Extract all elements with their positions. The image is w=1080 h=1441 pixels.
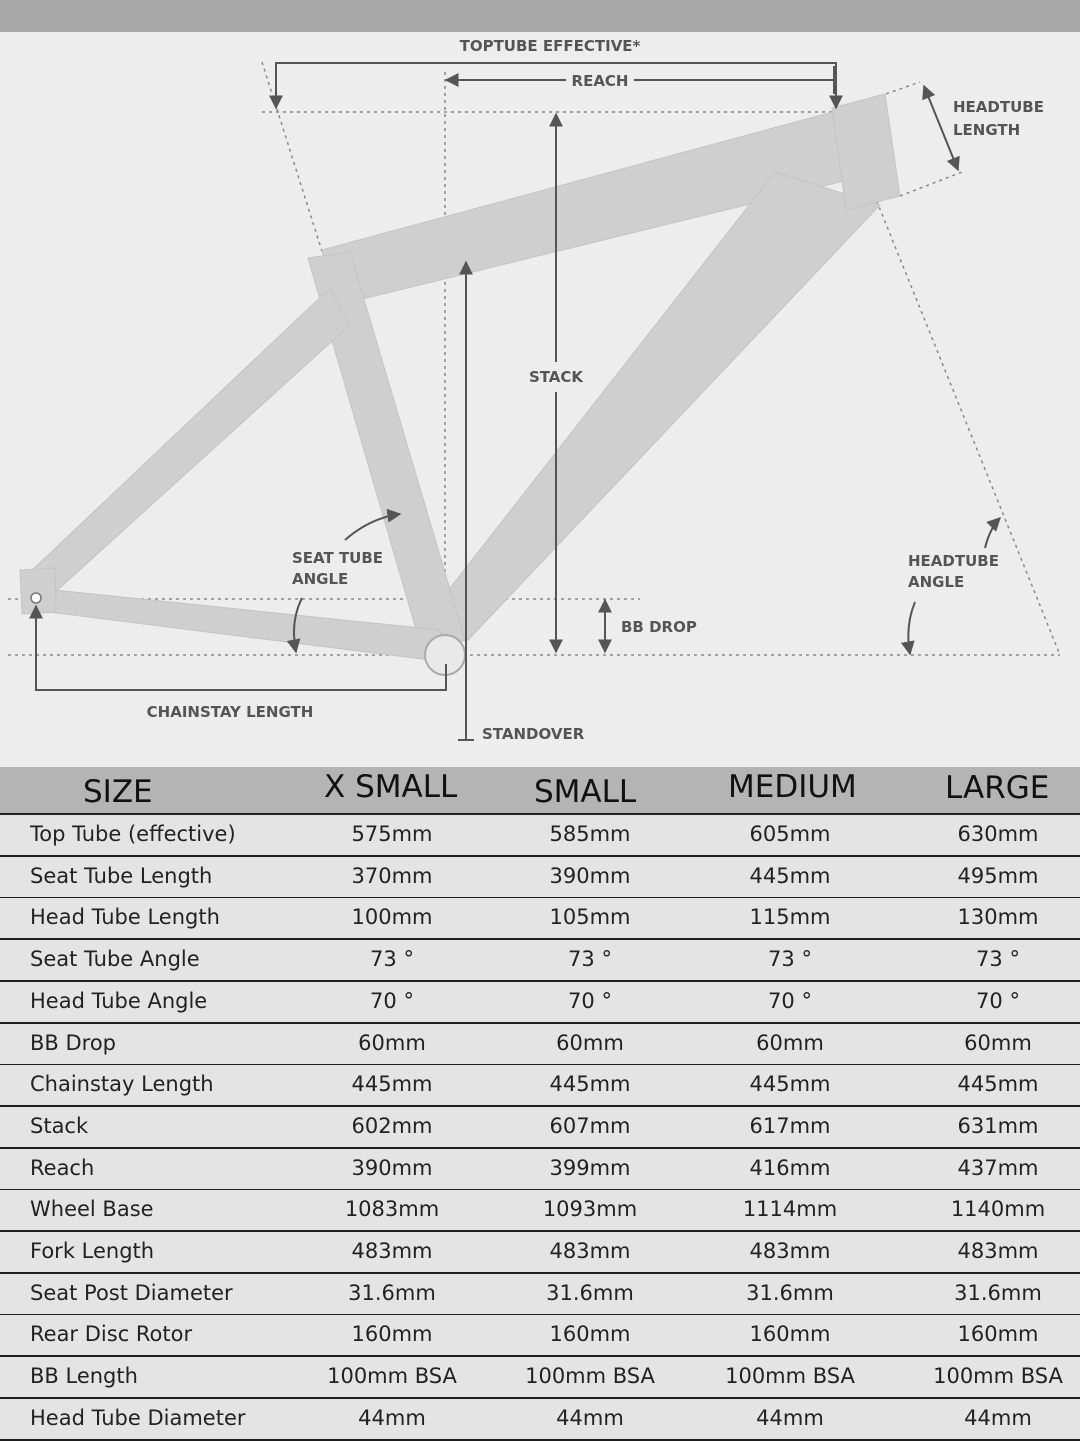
row-value: 445mm xyxy=(749,863,831,888)
table-row xyxy=(0,1357,1080,1399)
row-value: 100mm BSA xyxy=(327,1364,457,1389)
seat-tube-angle-label-2: ANGLE xyxy=(292,570,349,588)
row-value: 390mm xyxy=(351,1155,433,1180)
row-value: 70 ° xyxy=(768,988,812,1013)
row-value: 44mm xyxy=(756,1405,824,1430)
row-label: Wheel Base xyxy=(30,1197,154,1222)
table-row xyxy=(0,1107,1080,1149)
row-value: 44mm xyxy=(358,1405,426,1430)
reach-label: REACH xyxy=(571,72,629,90)
table-header xyxy=(0,767,1080,815)
headtube-angle-label-2: ANGLE xyxy=(908,573,965,591)
row-value: 483mm xyxy=(957,1239,1039,1263)
row-value: 390mm xyxy=(549,863,631,888)
row-value: 495mm xyxy=(957,863,1039,888)
headtube-angle-label-1: HEADTUBE xyxy=(908,552,999,570)
row-value: 437mm xyxy=(957,1155,1039,1180)
row-label: Head Tube Length xyxy=(30,905,220,930)
row-value: 115mm xyxy=(749,905,831,930)
table-row xyxy=(0,857,1080,899)
stack-label: STACK xyxy=(528,368,584,386)
row-value: 445mm xyxy=(549,1072,631,1097)
row-value: 370mm xyxy=(351,863,433,888)
row-value: 399mm xyxy=(549,1155,631,1180)
row-value: 60mm xyxy=(756,1030,824,1055)
bike-frame xyxy=(20,94,900,675)
rear-dropout xyxy=(20,568,56,614)
header-x-small: X SMALL xyxy=(324,769,458,805)
row-value: 73 ° xyxy=(370,947,414,972)
row-value: 44mm xyxy=(964,1405,1032,1430)
row-value: 617mm xyxy=(749,1113,831,1138)
row-value: 130mm xyxy=(957,905,1039,930)
row-value: 100mm BSA xyxy=(725,1364,855,1389)
row-value: 100mm BSA xyxy=(933,1364,1063,1389)
row-value: 602mm xyxy=(351,1113,433,1138)
row-value: 44mm xyxy=(556,1405,624,1430)
row-value: 1083mm xyxy=(344,1197,440,1222)
row-value: 483mm xyxy=(549,1239,631,1263)
frame-geometry-svg xyxy=(0,32,1080,767)
header-small: SMALL xyxy=(534,774,637,810)
table-row xyxy=(0,1274,1080,1316)
row-label: Head Tube Diameter xyxy=(30,1405,246,1430)
headtube-length-label-1: HEADTUBE xyxy=(953,98,1044,116)
row-label: Seat Post Diameter xyxy=(30,1280,233,1305)
row-value: 1093mm xyxy=(542,1197,638,1222)
headtube-angle-arrow-lower xyxy=(908,602,915,654)
row-label: Reach xyxy=(30,1155,95,1180)
row-label: Chainstay Length xyxy=(30,1072,214,1097)
header-large: LARGE xyxy=(945,770,1050,806)
top-bar xyxy=(0,0,1080,32)
table-row xyxy=(0,1149,1080,1191)
row-value: 416mm xyxy=(749,1155,831,1180)
row-value: 60mm xyxy=(556,1030,624,1055)
chainstay-length-label: CHAINSTAY LENGTH xyxy=(146,703,314,721)
row-label: Fork Length xyxy=(30,1239,155,1263)
row-value: 160mm xyxy=(351,1322,433,1347)
row-label: Rear Disc Rotor xyxy=(30,1322,193,1347)
row-value: 160mm xyxy=(549,1322,631,1347)
row-value: 445mm xyxy=(351,1072,433,1097)
row-value: 60mm xyxy=(964,1030,1032,1055)
row-value: 60mm xyxy=(358,1030,426,1055)
row-value: 160mm xyxy=(749,1322,831,1347)
toptube-effective-label: TOPTUBE EFFECTIVE* xyxy=(459,37,641,55)
table-row xyxy=(0,1024,1080,1066)
geometry-table xyxy=(0,767,1080,1440)
row-value: 445mm xyxy=(749,1072,831,1097)
table-row xyxy=(0,898,1080,940)
row-value: 73 ° xyxy=(976,947,1020,972)
toptube-effective-arrow xyxy=(276,63,836,108)
headtube-length-label-2: LENGTH xyxy=(953,121,1021,139)
table-row xyxy=(0,940,1080,982)
frame-geometry-diagram xyxy=(0,32,1080,767)
row-value: 631mm xyxy=(957,1113,1039,1138)
row-value: 1114mm xyxy=(742,1197,838,1222)
row-value: 585mm xyxy=(549,822,631,846)
row-value: 100mm xyxy=(351,905,433,930)
table-row xyxy=(0,982,1080,1024)
row-value: 483mm xyxy=(749,1239,831,1263)
row-label: BB Length xyxy=(30,1364,138,1389)
row-value: 70 ° xyxy=(568,988,612,1013)
header-medium: MEDIUM xyxy=(728,769,857,805)
row-value: 445mm xyxy=(957,1072,1039,1097)
row-value: 607mm xyxy=(549,1113,631,1138)
seat-tube-angle-label-1: SEAT TUBE xyxy=(292,549,384,567)
headtube-angle-arrow-upper xyxy=(985,518,1000,548)
bb-drop-label: BB DROP xyxy=(621,618,697,636)
table-row xyxy=(0,1399,1080,1441)
row-label: BB Drop xyxy=(30,1030,117,1055)
table-row xyxy=(0,1315,1080,1357)
row-value: 100mm BSA xyxy=(525,1364,655,1389)
row-label: Seat Tube Angle xyxy=(30,947,200,972)
row-value: 70 ° xyxy=(370,988,414,1013)
rear-axle xyxy=(31,593,41,603)
header-size: SIZE xyxy=(83,774,153,810)
table-row xyxy=(0,1232,1080,1274)
row-value: 1140mm xyxy=(950,1197,1046,1222)
row-value: 630mm xyxy=(957,822,1039,846)
row-value: 575mm xyxy=(351,822,433,846)
row-value: 73 ° xyxy=(768,947,812,972)
row-value: 70 ° xyxy=(976,988,1020,1013)
row-value: 73 ° xyxy=(568,947,612,972)
table-row xyxy=(0,815,1080,857)
row-value: 605mm xyxy=(749,822,831,846)
standover-label: STANDOVER xyxy=(482,725,585,743)
table-row xyxy=(0,1190,1080,1232)
row-value: 31.6mm xyxy=(546,1280,634,1305)
row-label: Head Tube Angle xyxy=(30,988,208,1013)
row-value: 31.6mm xyxy=(954,1280,1042,1305)
table-row xyxy=(0,1065,1080,1107)
headtube-length-guide-bottom xyxy=(900,172,962,196)
row-label: Top Tube (effective) xyxy=(30,822,236,846)
row-label: Stack xyxy=(30,1113,89,1138)
row-label: Seat Tube Length xyxy=(30,863,213,888)
row-value: 105mm xyxy=(549,905,631,930)
row-value: 31.6mm xyxy=(746,1280,834,1305)
row-value: 160mm xyxy=(957,1322,1039,1347)
row-value: 31.6mm xyxy=(348,1280,436,1305)
row-value: 483mm xyxy=(351,1239,433,1263)
